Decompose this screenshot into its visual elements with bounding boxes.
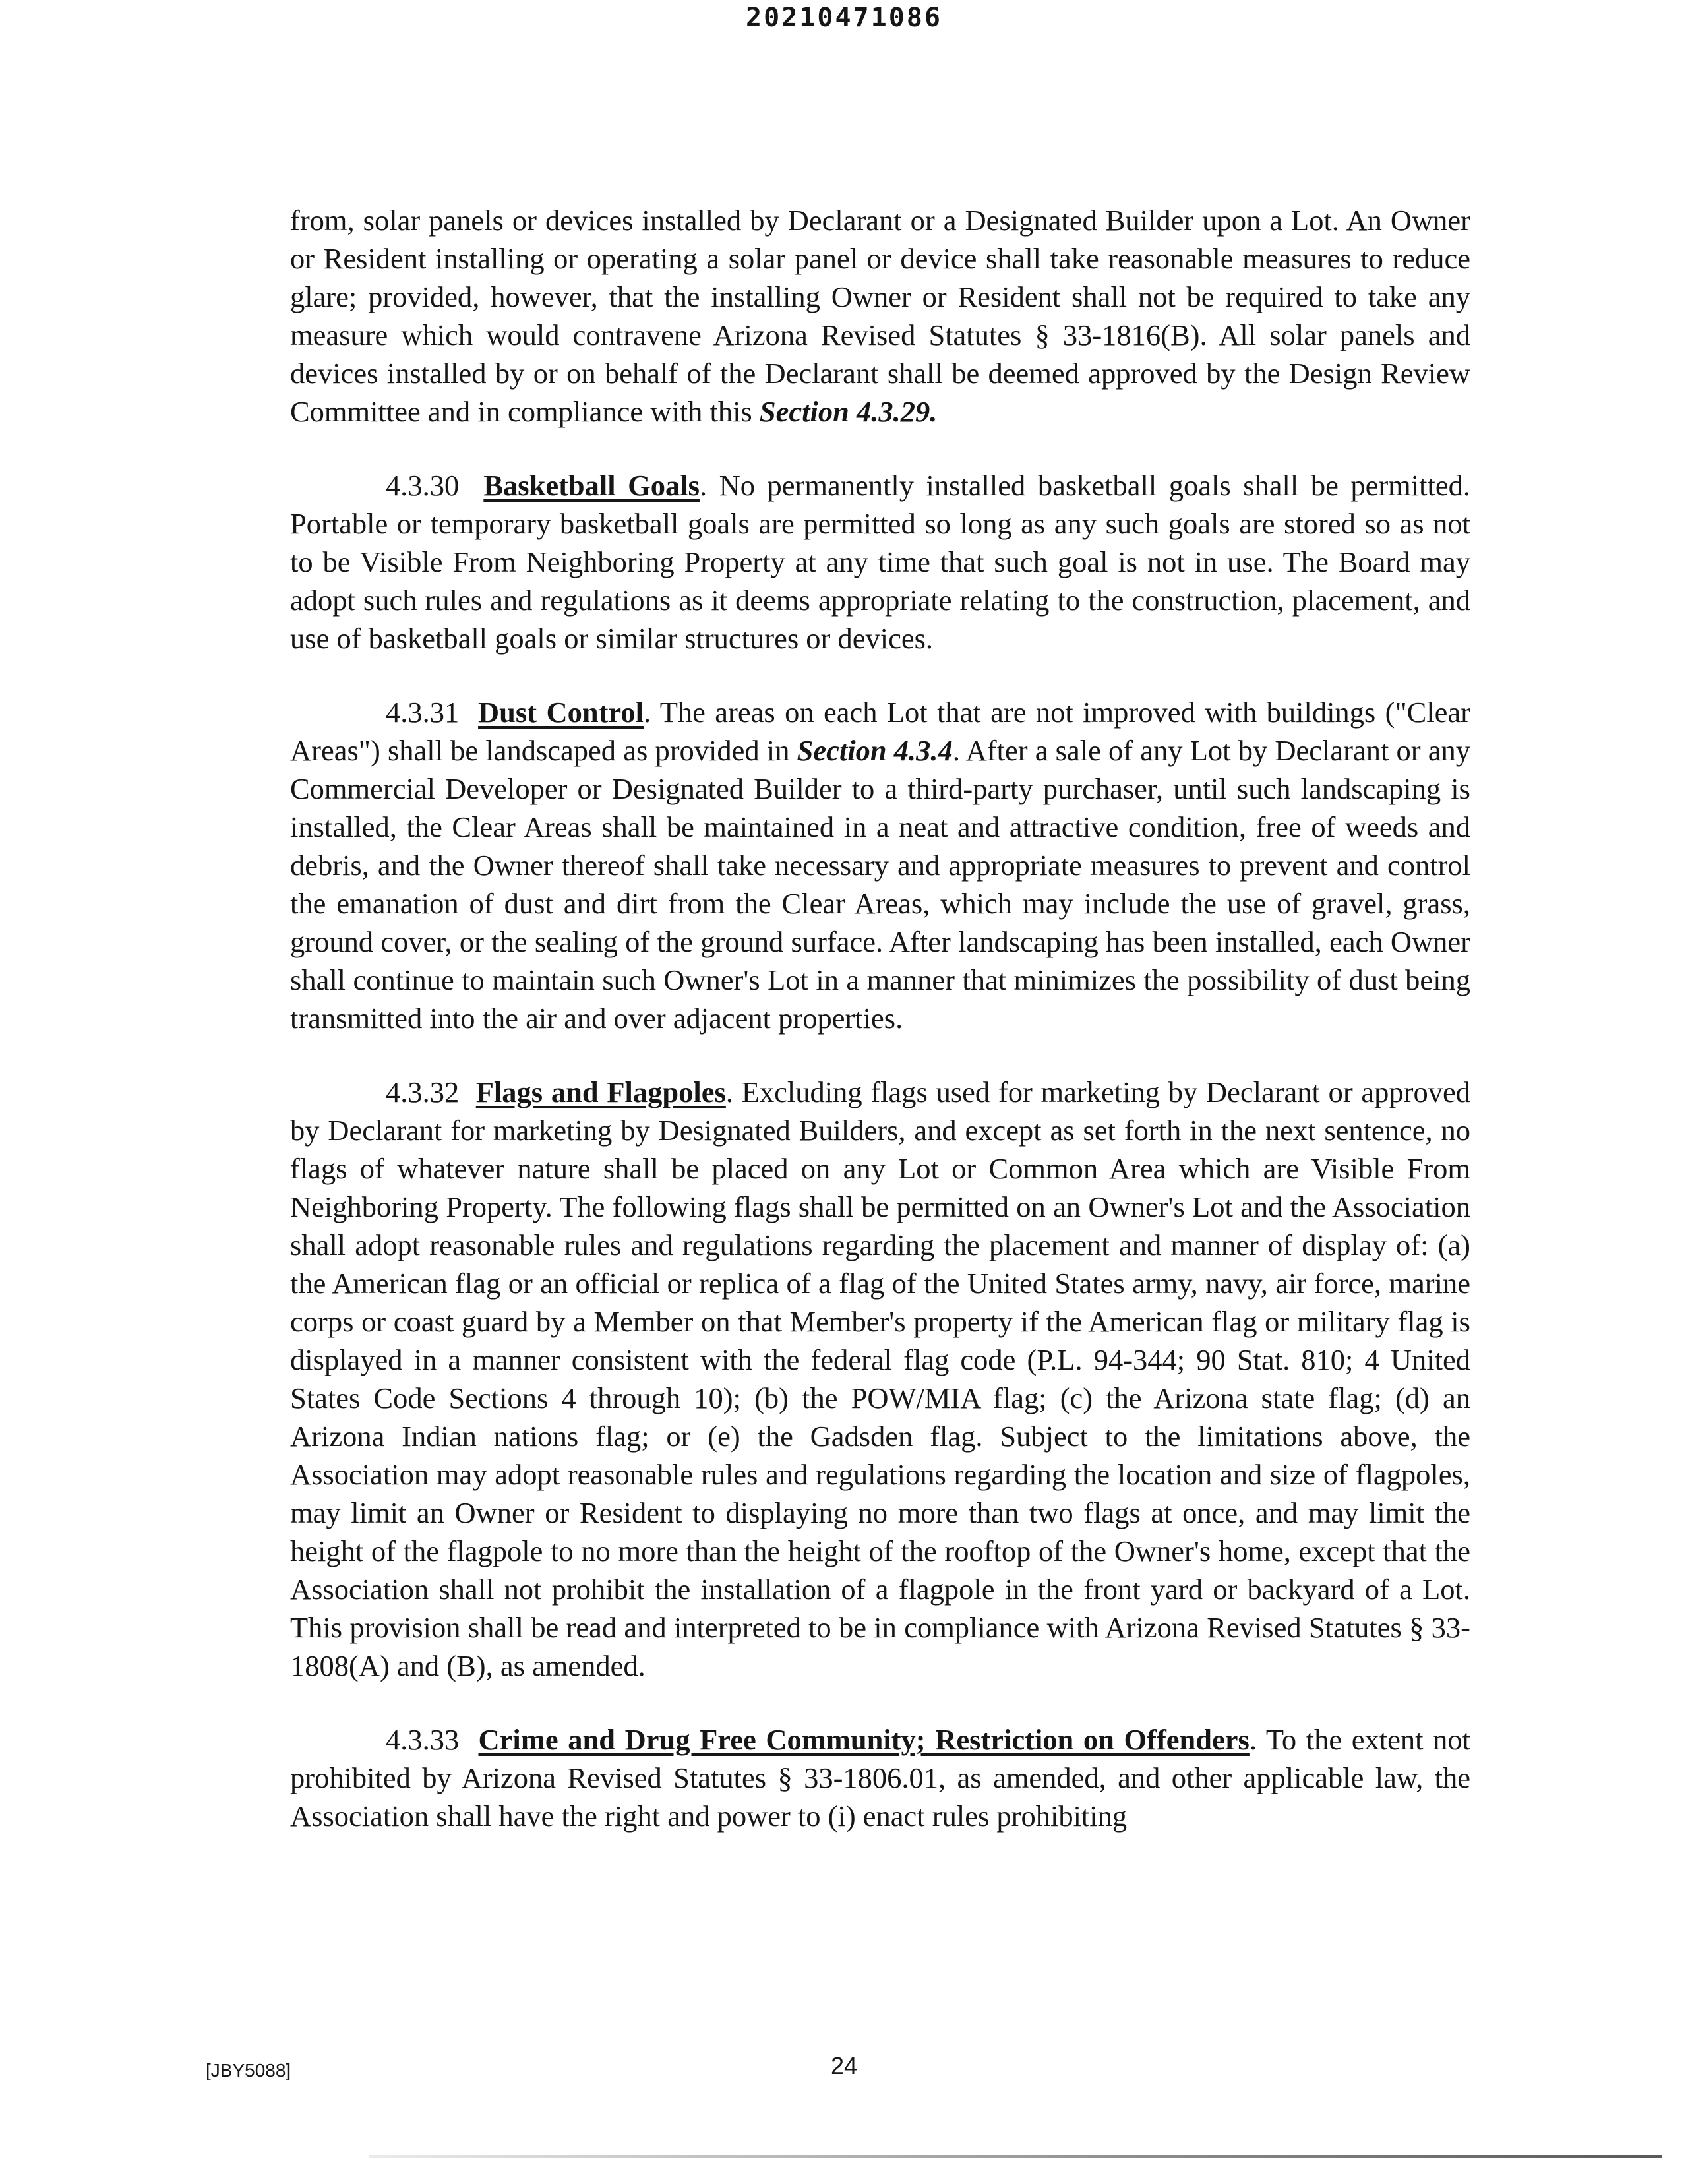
section-4-3-31: [290, 693, 1470, 1037]
section-heading: Dust Control: [478, 696, 644, 729]
paragraph-text: from, solar panels or devices installed by Declarant or a Designated Builder upon a Lot. An Owner or Resident installing or operating a solar panel or device shall take reasonable measures to reduce glare; provided, however, that the installing Owner or Resident shall not be required to take any measure which would contravene Arizona Revised Statutes § 33-1816(B). All solar panels and devices installed by or on behalf of the Declarant shall be deemed approved by the Design Review Committee and in compliance with this: [290, 204, 1470, 428]
paragraph-text: . The areas on each Lot that are not improved with buildings ("Clear Areas") shall be landscaped as provided in: [290, 696, 1470, 767]
paragraph-text: . Excluding flags used for marketing by Declarant or approved by Declarant for marketing by Designated Builders, and except as set forth in the next sentence, no flags of whatever nature shall be placed on any Lot or Common Area which are Visible From Neighboring Property. The following flags shall be permitted on an Owner's Lot and the Association shall adopt reasonable rules and regulations regarding the placement and manner of display of: (a) the American flag or an official or replica of a flag of the United States army, navy, air force, marine corps or coast guard by a Member on that Member's property if the American flag or military flag is displayed in a manner consistent with the federal flag code (P.L. 94-344; 90 Stat. 810; 4 United States Code Sections 4 through 10); (b) the POW/MIA flag; (c) the Arizona state flag; (d) an Arizona Indian nations flag; or (e) the Gadsden flag. Subject to the limitations above, the Association may adopt reasonable rules and regulations regarding the location and size of flagpoles, may limit an Owner or Resident to displaying no more than two flags at once, and may limit the height of the flagpole to no more than the height of the rooftop of the Owner's home, except that the Association shall not prohibit the installation of a flagpole in the front yard or backyard of a Lot. This provision shall be read and interpreted to be in compliance with Arizona Revised Statutes § 33-1808(A) and (B), as amended.: [290, 1076, 1471, 1682]
page-number: 24: [830, 2052, 858, 2079]
section-4-3-32: [290, 1073, 1470, 1685]
section-heading: Basketball Goals: [483, 469, 700, 502]
section-heading: Crime and Drug Free Community; Restriction on Offenders: [478, 1723, 1250, 1756]
scan-artifact-line: [369, 2155, 1662, 2158]
section-number: 4.3.32: [386, 1076, 460, 1108]
continuation-paragraph: [290, 201, 1470, 431]
section-number: 4.3.31: [386, 696, 460, 729]
section-number: 4.3.30: [386, 469, 460, 502]
section-heading: Flags and Flagpoles: [475, 1076, 726, 1108]
paragraph-text: . No permanently installed basketball goals shall be permitted. Portable or temporary basketball goals are permitted so long as any such goals are stored so as not to be Visible From Neighboring Property at any time that such goal is not in use. The Board may adopt such rules and regulations as it deems appropriate relating to the construction, placement, and use of basketball goals or similar structures or devices.: [290, 469, 1471, 655]
section-reference: Section 4.3.4: [797, 734, 953, 767]
section-reference: Section 4.3.29: [759, 395, 930, 428]
paragraph-text: . To the extent not prohibited by Arizona Revised Statutes § 33-1806.01, as amended, and other applicable law, the Association shall have the right and power to (i) enact rules prohibiting: [290, 1723, 1470, 1833]
paragraph-end: .: [930, 395, 938, 428]
document-body: [290, 201, 1470, 1871]
section-4-3-30: [290, 466, 1470, 657]
section-number: 4.3.33: [386, 1723, 460, 1756]
footer-document-id: [JBY5088]: [206, 2060, 291, 2080]
paragraph-text: . After a sale of any Lot by Declarant or any Commercial Developer or Designated Builder to a third-party purchaser, until such landscaping is installed, the Clear Areas shall be maintained in a neat and attractive condition, free of weeds and debris, and the Owner thereof shall take necessary and appropriate measures to prevent and control the emanation of dust and dirt from the Clear Areas, which may include the use of gravel, grass, ground cover, or the sealing of the ground surface. After landscaping has been installed, each Owner shall continue to maintain such Owner's Lot in a manner that minimizes the possibility of dust being transmitted into the air and over adjacent properties.: [290, 734, 1471, 1035]
section-4-3-33: [290, 1720, 1470, 1835]
recording-number: 20210471086: [746, 3, 942, 33]
